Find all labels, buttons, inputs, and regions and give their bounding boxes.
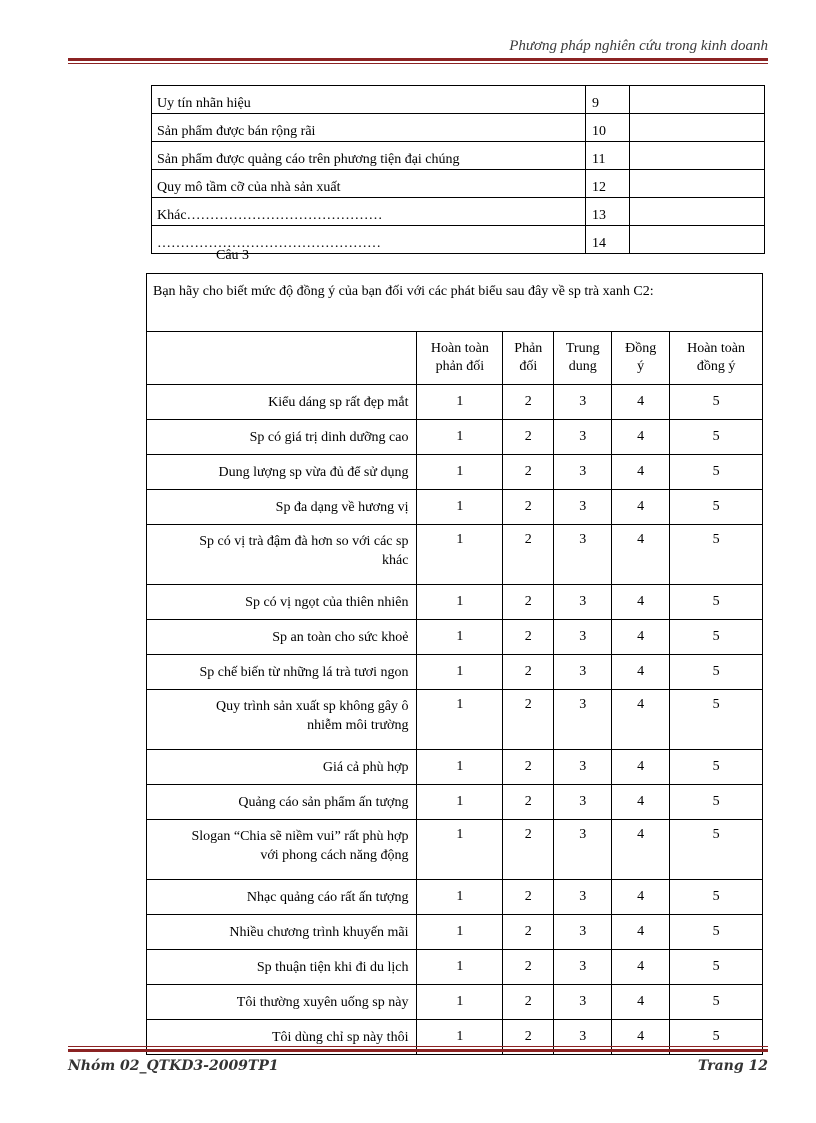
ranking-answer-cell[interactable] xyxy=(629,86,764,114)
scale-option[interactable]: 4 xyxy=(612,420,670,455)
scale-option[interactable]: 2 xyxy=(503,950,554,985)
statement-line: Tôi dùng chỉ sp này thôi xyxy=(271,1029,409,1045)
scale-option[interactable]: 3 xyxy=(554,820,612,880)
statement-text xyxy=(147,655,417,690)
scale-option[interactable]: 4 xyxy=(612,655,670,690)
scale-option[interactable]: 2 xyxy=(503,690,554,750)
scale-option[interactable]: 4 xyxy=(612,690,670,750)
scale-option[interactable]: 1 xyxy=(417,455,503,490)
statement-row xyxy=(147,820,763,880)
scale-option[interactable]: 5 xyxy=(670,620,763,655)
scale-option[interactable]: 4 xyxy=(612,785,670,820)
scale-option[interactable]: 4 xyxy=(612,385,670,420)
ranking-table xyxy=(151,85,765,254)
scale-option[interactable]: 2 xyxy=(503,620,554,655)
scale-option[interactable]: 1 xyxy=(417,915,503,950)
ranking-row xyxy=(152,86,765,114)
statement-row xyxy=(147,620,763,655)
scale-option[interactable]: 3 xyxy=(554,655,612,690)
scale-header-line: đối xyxy=(519,359,538,374)
scale-option[interactable]: 5 xyxy=(670,1020,763,1055)
header-blank-cell xyxy=(147,332,417,385)
scale-option[interactable]: 4 xyxy=(612,620,670,655)
scale-header-line: dung xyxy=(568,359,597,374)
ranking-row xyxy=(152,114,765,142)
statement-text xyxy=(147,525,417,585)
statement-text xyxy=(147,750,417,785)
statement-text xyxy=(147,420,417,455)
ranking-answer-cell[interactable] xyxy=(629,170,764,198)
scale-option[interactable]: 2 xyxy=(503,750,554,785)
scale-option[interactable]: 1 xyxy=(417,785,503,820)
statement-line: với phong cách năng động xyxy=(260,848,409,863)
scale-option[interactable]: 2 xyxy=(503,655,554,690)
ranking-row xyxy=(152,198,765,226)
statement-text xyxy=(147,385,417,420)
scale-header-line: Hoàn toàn xyxy=(687,341,746,356)
scale-option[interactable]: 1 xyxy=(417,385,503,420)
ranking-answer-cell[interactable] xyxy=(629,198,764,226)
scale-option[interactable]: 1 xyxy=(417,880,503,915)
scale-option[interactable]: 5 xyxy=(670,820,763,880)
scale-option[interactable]: 1 xyxy=(417,620,503,655)
scale-option[interactable]: 5 xyxy=(670,950,763,985)
statement-text xyxy=(147,985,417,1020)
scale-option[interactable]: 3 xyxy=(554,950,612,985)
scale-option[interactable]: 4 xyxy=(612,525,670,585)
scale-option[interactable]: 5 xyxy=(670,490,763,525)
scale-option[interactable]: 4 xyxy=(612,750,670,785)
statement-row xyxy=(147,950,763,985)
statement-row xyxy=(147,525,763,585)
ranking-label: Sản phẩm được bán rộng rãi xyxy=(152,114,586,142)
statement-row xyxy=(147,655,763,690)
scale-option[interactable]: 5 xyxy=(670,525,763,585)
scale-option[interactable]: 1 xyxy=(417,420,503,455)
scale-option[interactable]: 1 xyxy=(417,490,503,525)
scale-option[interactable]: 5 xyxy=(670,690,763,750)
ranking-answer-cell[interactable] xyxy=(629,114,764,142)
page-number: Trang 12 xyxy=(697,1058,768,1074)
statement-text xyxy=(147,620,417,655)
scale-option[interactable]: 1 xyxy=(417,690,503,750)
scale-option[interactable]: 3 xyxy=(554,915,612,950)
scale-header-line: đồng ý xyxy=(696,359,736,374)
scale-option[interactable]: 2 xyxy=(503,490,554,525)
ranking-label: Sản phẩm được quảng cáo trên phương tiện đại chúng xyxy=(152,142,586,170)
statement-row xyxy=(147,785,763,820)
scale-option[interactable]: 4 xyxy=(612,455,670,490)
scale-option[interactable]: 2 xyxy=(503,1020,554,1055)
scale-header-line: Hoàn toàn xyxy=(430,341,489,356)
statement-line: Slogan “Chia sẽ niềm vui” rất phù hợp xyxy=(191,829,409,844)
survey-intro: Bạn hãy cho biết mức độ đồng ý của bạn đối với các phát biểu sau đây về sp trà xanh C2: xyxy=(147,274,763,332)
statement-text xyxy=(147,880,417,915)
scale-option[interactable]: 4 xyxy=(612,820,670,880)
ranking-row xyxy=(152,170,765,198)
scale-option[interactable]: 2 xyxy=(503,915,554,950)
scale-option[interactable]: 3 xyxy=(554,880,612,915)
scale-option[interactable]: 5 xyxy=(670,985,763,1020)
ranking-number: 12 xyxy=(586,170,630,198)
statement-line: Nhiều chương trình khuyến mãi xyxy=(229,924,409,940)
scale-option[interactable]: 2 xyxy=(503,985,554,1020)
ranking-answer-cell[interactable] xyxy=(629,142,764,170)
scale-option[interactable]: 5 xyxy=(670,750,763,785)
footer-group: Nhóm 02_QTKD3-2009TP1 xyxy=(68,1058,279,1074)
scale-option[interactable]: 3 xyxy=(554,585,612,620)
ranking-label: Quy mô tầm cỡ của nhà sản xuất xyxy=(152,170,586,198)
scale-header-line: Phản xyxy=(514,341,543,356)
statement-line: khác xyxy=(382,553,409,568)
scale-option[interactable]: 4 xyxy=(612,1020,670,1055)
scale-option[interactable]: 5 xyxy=(670,785,763,820)
ranking-answer-cell[interactable] xyxy=(629,226,764,254)
scale-option[interactable]: 1 xyxy=(417,950,503,985)
statement-line: Sp thuận tiện khi đi du lịch xyxy=(256,959,409,975)
statement-text xyxy=(147,690,417,750)
statement-line: Sp an toàn cho sức khoẻ xyxy=(272,629,409,645)
statement-row xyxy=(147,915,763,950)
scale-option[interactable]: 4 xyxy=(612,585,670,620)
scale-option[interactable]: 3 xyxy=(554,420,612,455)
scale-option[interactable]: 5 xyxy=(670,915,763,950)
scale-option[interactable]: 3 xyxy=(554,455,612,490)
scale-option[interactable]: 4 xyxy=(612,490,670,525)
scale-option[interactable]: 2 xyxy=(503,880,554,915)
scale-option[interactable]: 1 xyxy=(417,1020,503,1055)
ranking-number: 14 xyxy=(586,226,630,254)
ranking-number: 13 xyxy=(586,198,630,226)
scale-option[interactable]: 1 xyxy=(417,655,503,690)
statement-line: Sp có vị trà đậm đà hơn so với các sp xyxy=(199,534,409,549)
scale-option[interactable]: 3 xyxy=(554,490,612,525)
scale-option[interactable]: 5 xyxy=(670,455,763,490)
statement-row xyxy=(147,985,763,1020)
statement-row xyxy=(147,880,763,915)
scale-option[interactable]: 1 xyxy=(417,985,503,1020)
statement-line: Sp có giá trị dinh dưỡng cao xyxy=(249,429,409,445)
ranking-label: Khác…………………………………… xyxy=(152,198,586,226)
statement-line: Sp đa dạng về hương vị xyxy=(275,499,409,515)
scale-header xyxy=(503,332,554,385)
statement-text xyxy=(147,915,417,950)
statement-line: Sp có vị ngọt của thiên nhiên xyxy=(245,594,409,610)
statement-line: Nhạc quảng cáo rất ấn tượng xyxy=(246,889,409,905)
scale-option[interactable]: 3 xyxy=(554,750,612,785)
scale-header-line: ý xyxy=(637,359,645,374)
scale-option[interactable]: 3 xyxy=(554,1020,612,1055)
scale-header xyxy=(554,332,612,385)
scale-option[interactable]: 5 xyxy=(670,585,763,620)
scale-option[interactable]: 1 xyxy=(417,820,503,880)
scale-option[interactable]: 5 xyxy=(670,420,763,455)
statement-text xyxy=(147,455,417,490)
scale-option[interactable]: 3 xyxy=(554,985,612,1020)
scale-option[interactable]: 5 xyxy=(670,880,763,915)
scale-header-line: Trung xyxy=(565,341,600,356)
statement-row xyxy=(147,385,763,420)
statement-line: Kiểu dáng sp rất đẹp mắt xyxy=(268,394,409,410)
statement-line: Sp chế biến từ những lá trà tươi ngon xyxy=(199,664,409,680)
statement-row xyxy=(147,420,763,455)
ranking-number: 11 xyxy=(586,142,630,170)
statement-row xyxy=(147,585,763,620)
scale-option[interactable]: 1 xyxy=(417,585,503,620)
scale-header-line: phản đối xyxy=(435,359,485,374)
ranking-number: 10 xyxy=(586,114,630,142)
scale-option[interactable]: 3 xyxy=(554,785,612,820)
footer-rule xyxy=(68,1046,768,1052)
scale-option[interactable]: 2 xyxy=(503,820,554,880)
scale-option[interactable]: 3 xyxy=(554,620,612,655)
statement-line: nhiễm môi trường xyxy=(307,718,409,733)
scale-option[interactable]: 5 xyxy=(670,655,763,690)
scale-option[interactable]: 5 xyxy=(670,385,763,420)
scale-option[interactable]: 1 xyxy=(417,525,503,585)
ranking-label: Uy tín nhãn hiệu xyxy=(152,86,586,114)
scale-option[interactable]: 3 xyxy=(554,385,612,420)
scale-header xyxy=(670,332,763,385)
statement-line: Dung lượng sp vừa đủ để sử dụng xyxy=(218,464,409,480)
scale-option[interactable]: 2 xyxy=(503,385,554,420)
statement-text xyxy=(147,585,417,620)
scale-option[interactable]: 2 xyxy=(503,785,554,820)
scale-header xyxy=(417,332,503,385)
statement-line: Quảng cáo sản phẩm ấn tượng xyxy=(238,794,409,810)
statement-row xyxy=(147,690,763,750)
scale-option[interactable]: 1 xyxy=(417,750,503,785)
scale-option[interactable]: 2 xyxy=(503,455,554,490)
scale-option[interactable]: 4 xyxy=(612,880,670,915)
statement-line: Giá cả phù hợp xyxy=(322,759,409,775)
statement-text xyxy=(147,785,417,820)
ranking-label: ………………………………………… xyxy=(152,226,586,254)
statement-row xyxy=(147,750,763,785)
scale-option[interactable]: 2 xyxy=(503,525,554,585)
scale-header-line: Đồng xyxy=(625,341,657,356)
agreement-table xyxy=(146,273,763,1055)
statement-line: Quy trình sản xuất sp không gây ô xyxy=(215,699,409,714)
scale-option[interactable]: 2 xyxy=(503,420,554,455)
scale-option[interactable]: 3 xyxy=(554,525,612,585)
statement-row xyxy=(147,490,763,525)
scale-option[interactable]: 3 xyxy=(554,690,612,750)
statement-text xyxy=(147,950,417,985)
ranking-row xyxy=(152,142,765,170)
scale-header xyxy=(612,332,670,385)
header-rule xyxy=(68,58,768,64)
scale-option[interactable]: 4 xyxy=(612,950,670,985)
statement-line: Tôi thường xuyên uống sp này xyxy=(236,994,409,1010)
statement-text xyxy=(147,820,417,880)
scale-option[interactable]: 4 xyxy=(612,985,670,1020)
statement-text xyxy=(147,490,417,525)
scale-option[interactable]: 2 xyxy=(503,585,554,620)
ranking-number: 9 xyxy=(586,86,630,114)
scale-option[interactable]: 4 xyxy=(612,915,670,950)
question-label: Câu 3 xyxy=(216,248,250,263)
statement-row xyxy=(147,455,763,490)
header-title: Phương pháp nghiên cứu trong kinh doanh xyxy=(509,38,768,54)
